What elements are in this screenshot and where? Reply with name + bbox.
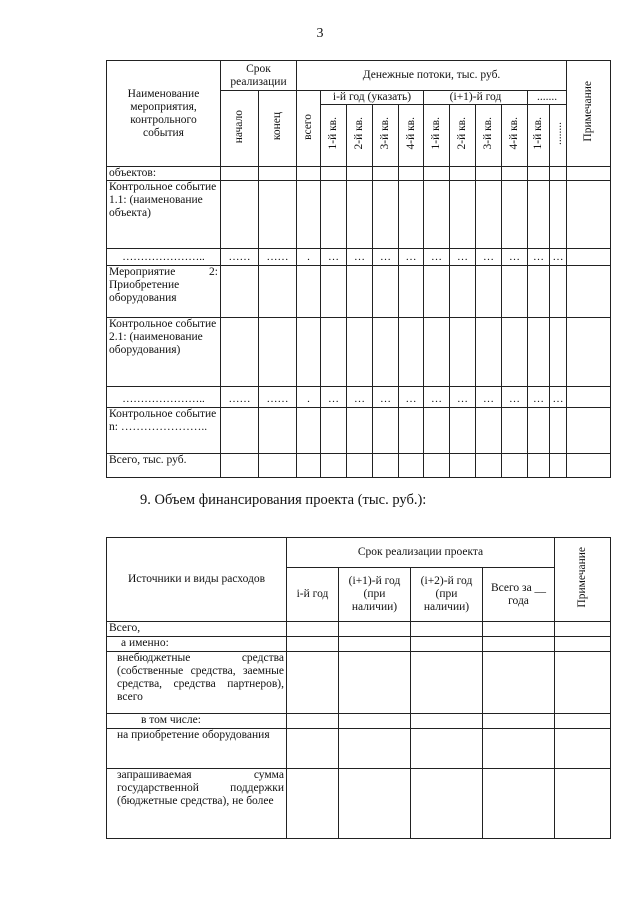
header-quarter: 4-й кв.: [502, 105, 528, 167]
header-quarter: 1-й кв.: [321, 105, 347, 167]
row-label: запрашиваемая сумма государственной поддержки (бюджетные средства), не более: [107, 769, 287, 839]
header-quarter: 1-й кв.: [528, 105, 550, 167]
row-label: Всего, тыс. руб.: [107, 454, 221, 478]
table-row: [107, 266, 611, 318]
header-quarter: 3-й кв.: [476, 105, 502, 167]
table-row: [107, 318, 611, 387]
row-label: объектов:: [107, 167, 221, 181]
table-row: [107, 622, 611, 637]
table-row: [107, 408, 611, 454]
table-row: [107, 714, 611, 729]
table-row: [107, 769, 611, 839]
row-label: внебюджетные средства (собственные средства, заемные средства, средства партнеров), всего: [107, 652, 287, 714]
row-label: в том числе:: [107, 714, 287, 729]
cell-dots: …: [450, 387, 476, 408]
row-label: Мероприятие 2: Приобретение оборудования: [107, 266, 221, 318]
row-label: а именно:: [107, 637, 287, 652]
cell-dots: …: [347, 249, 373, 266]
cell-dots: …: [373, 249, 399, 266]
header-start: начало: [221, 91, 259, 167]
cell-dots: …: [399, 387, 424, 408]
header-period: Срок реализации: [221, 61, 297, 91]
header-quarter: 3-й кв.: [373, 105, 399, 167]
cell-dots: …: [373, 387, 399, 408]
header-total: Всего за __ года: [483, 568, 555, 622]
header-quarter: 2-й кв.: [347, 105, 373, 167]
header-year-i1: (i+1)-й год (при наличии): [339, 568, 411, 622]
cell-dots: …: [550, 387, 567, 408]
cell-dots: …: [450, 249, 476, 266]
header-note: Примечание: [567, 61, 611, 167]
cell-dots: …: [476, 249, 502, 266]
header-year-i: i-й год: [287, 568, 339, 622]
cell-dots: …: [424, 387, 450, 408]
cell-dots: …: [424, 249, 450, 266]
cashflow-table: [106, 60, 611, 478]
header-year-more: .......: [528, 91, 567, 105]
cell-dots: …: [502, 387, 528, 408]
header-name: Наименование мероприятия, контрольного события: [107, 61, 221, 167]
table-row: [107, 249, 611, 266]
cell-dots: ……: [259, 387, 297, 408]
cell-dots: ……: [221, 249, 259, 266]
header-quarter: 1-й кв.: [424, 105, 450, 167]
cell-dots: .: [297, 249, 321, 266]
header-period: Срок реализации проекта: [287, 538, 555, 568]
section-9-title: 9. Объем финансирования проекта (тыс. руб.):: [140, 492, 427, 508]
header-year-i1: (i+1)-й год: [424, 91, 528, 105]
row-label: …………………..: [107, 387, 221, 408]
cell-dots: ……: [221, 387, 259, 408]
table-row: [107, 729, 611, 769]
header-quarter: 2-й кв.: [450, 105, 476, 167]
row-label: Всего,: [107, 622, 287, 637]
cell-dots: …: [476, 387, 502, 408]
cell-dots: …: [528, 387, 550, 408]
cell-dots: ……: [259, 249, 297, 266]
table-row: [107, 637, 611, 652]
header-note: Примечание: [555, 538, 611, 622]
cell-dots: …: [321, 387, 347, 408]
cell-dots: …: [528, 249, 550, 266]
financing-table: [106, 537, 611, 839]
table-row: [107, 167, 611, 181]
cell-dots: .: [297, 387, 321, 408]
header-quarter: ........: [550, 105, 567, 167]
cell-dots: …: [399, 249, 424, 266]
table-row: [107, 387, 611, 408]
cell-dots: …: [550, 249, 567, 266]
row-label: Контрольное событие 2.1: (наименование оборудования): [107, 318, 221, 387]
row-label: …………………..: [107, 249, 221, 266]
table-row: [107, 652, 611, 714]
header-sources: Источники и виды расходов: [107, 538, 287, 622]
header-year-i: i-й год (указать): [321, 91, 424, 105]
row-label: Контрольное событие n: …………………..: [107, 408, 221, 454]
header-total: всего: [297, 91, 321, 167]
cell-dots: …: [502, 249, 528, 266]
table-row: [107, 181, 611, 249]
header-end: конец: [259, 91, 297, 167]
cell-dots: …: [347, 387, 373, 408]
row-label: на приобретение оборудования: [107, 729, 287, 769]
header-year-i2: (i+2)-й год (при наличии): [411, 568, 483, 622]
header-cashflow: Денежные потоки, тыс. руб.: [297, 61, 567, 91]
table-row: [107, 454, 611, 478]
page-number: 3: [316, 26, 324, 41]
cell-dots: …: [321, 249, 347, 266]
row-label: Контрольное событие 1.1: (наименование объекта): [107, 181, 221, 249]
header-quarter: 4-й кв.: [399, 105, 424, 167]
